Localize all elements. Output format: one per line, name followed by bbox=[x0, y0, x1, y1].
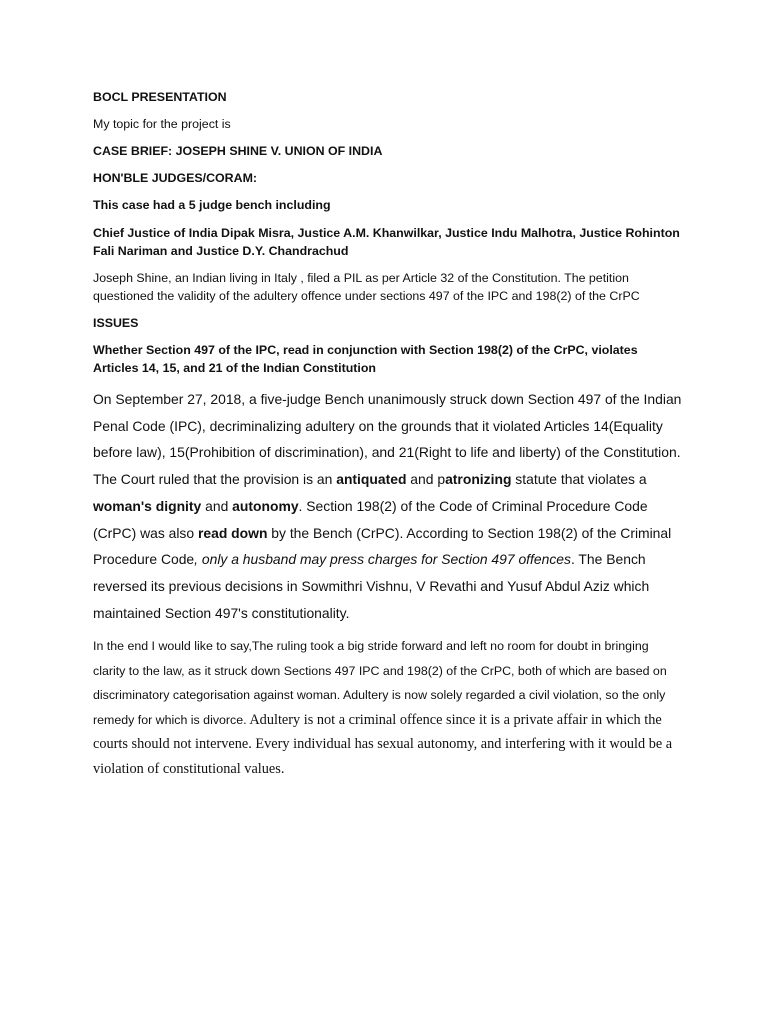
judgment-bold-dignity: woman's dignity bbox=[93, 497, 202, 514]
judgment-text-2: and p bbox=[406, 471, 446, 488]
judges-heading: HON'BLE JUDGES/CORAM: bbox=[93, 171, 258, 185]
topic-intro: My topic for the project is bbox=[93, 117, 231, 131]
case-title: CASE BRIEF: JOSEPH SHINE V. UNION OF INDIA bbox=[93, 144, 383, 158]
judgment-italic-husband: , only a husband may press charges for Section 497 offences bbox=[194, 551, 571, 568]
issue-statement: Whether Section 497 of the IPC, read in conjunction with Section 198(2) of the CrPC, violates Articles 14, 15, and 21 of the Indian Constitution bbox=[93, 343, 638, 375]
presentation-heading: BOCL PRESENTATION bbox=[93, 90, 227, 104]
bench-intro: This case had a 5 judge bench including bbox=[93, 198, 331, 212]
judgment-text-4: and bbox=[201, 497, 233, 514]
judges-list: Chief Justice of India Dipak Misra, Justice A.M. Khanwilkar, Justice Indu Malhotra, Justice Rohinton Fali Nariman and Justice D.Y. Chandrachud bbox=[93, 226, 680, 258]
judgment-bold-patronizing: atronizing bbox=[445, 471, 512, 488]
conclusion-serif-text: Adultery is not a criminal offence since it is a private affair in which the courts should not intervene. Every individual has sexual autonomy, and interfering with it would be a violation of constitutional values. bbox=[93, 711, 673, 777]
judgment-paragraph bbox=[93, 386, 683, 626]
judgment-text-7: . The Bench reversed its previous decisions in Sowmithri Vishnu, V Revathi and Yusuf Abdul Aziz which maintained Section 497's constitutionality. bbox=[93, 551, 650, 621]
judgment-text-1: On September 27, 2018, a five-judge Bench unanimously struck down Section 497 of the Indian Penal Code (IPC), decriminalizing adultery on the grounds that it violated Articles 14(Equality before law), 15(Prohibition of discrimination), and 21(Right to life and liberty) of the Constitution. The Court ruled that the provision is an bbox=[93, 391, 682, 488]
judgment-bold-antiquated: antiquated bbox=[336, 471, 407, 488]
judgment-text-6: by the Bench (CrPC). According to Section 198(2) of the Criminal Procedure Code bbox=[93, 524, 672, 568]
conclusion-paragraph bbox=[93, 634, 683, 781]
judgment-bold-read-down: read down bbox=[197, 524, 268, 541]
judgment-text-3: statute that violates a bbox=[511, 471, 647, 488]
issues-heading: ISSUES bbox=[93, 316, 139, 330]
judgment-text-5: . Section 198(2) of the Code of Criminal Procedure Code (CrPC) was also bbox=[93, 497, 648, 541]
document-page bbox=[93, 88, 683, 781]
petition-paragraph: Joseph Shine, an Indian living in Italy , filed a PIL as per Article 32 of the Constitution. The petition questioned the validity of the adultery offence under sections 497 of the IPC and 198(2) of the CrPC bbox=[93, 271, 640, 303]
conclusion-text: In the end I would like to say,The ruling took a big stride forward and left no room for doubt in bringing clarity to the law, as it struck down Sections 497 IPC and 198(2) of the CrPC, both of which are based on discriminatory categorisation against woman. Adultery is now solely regarded a civil violation, so the only remedy for which is divorce. bbox=[93, 639, 667, 727]
judgment-bold-autonomy: autonomy bbox=[232, 497, 299, 514]
